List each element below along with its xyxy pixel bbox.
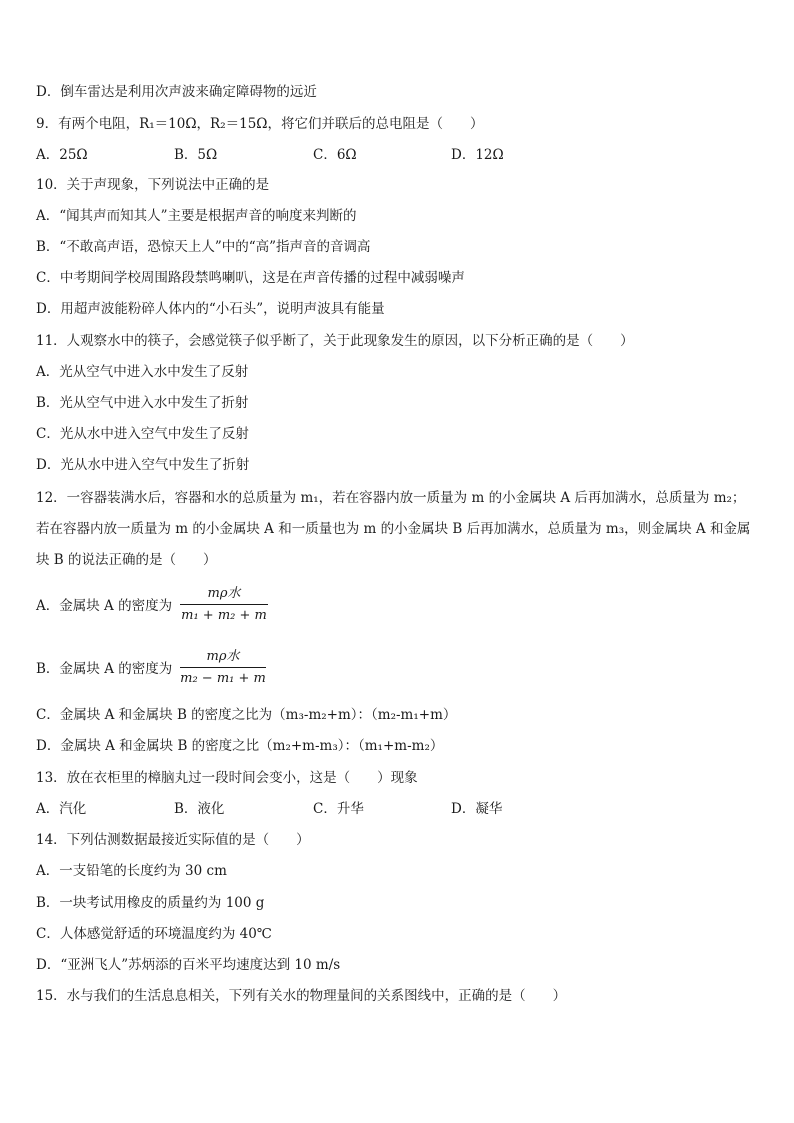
q14-stem: 14．下列估测数据最接近实际值的是（ ） bbox=[36, 832, 310, 848]
q12-option-b-numerator: mρ水 bbox=[206, 649, 240, 664]
q11-option-b: B．光从空气中进入水中发生了折射 bbox=[36, 395, 249, 411]
q9-option-b: B．5Ω bbox=[174, 147, 218, 163]
q12-option-c: C．金属块 A 和金属块 B 的密度之比为（m₃-m₂+m）：（m₂-m₁+m） bbox=[36, 707, 457, 723]
q12-option-b-fraction bbox=[180, 648, 266, 688]
q12-stem-line-2: 若在容器内放一质量为 m 的小金属块 A 和一质量也为 m 的小金属块 B 后再加满水，总质量为 m₃，则金属块 A 和金属 bbox=[36, 521, 751, 537]
q12-option-b-denominator: m₂ − m₁ + m bbox=[180, 671, 266, 686]
q11-stem: 11．人观察水中的筷子，会感觉筷子似乎断了，关于此现象发生的原因，以下分析正确的是（ ） bbox=[36, 333, 634, 349]
fraction-bar bbox=[180, 604, 268, 605]
q9-options bbox=[36, 145, 736, 165]
q13-option-a: A．汽化 bbox=[36, 801, 87, 817]
q12-stem-line-3: 块 B 的说法正确的是（ ） bbox=[36, 552, 217, 568]
q12-option-a-label: A．金属块 A 的密度为 bbox=[36, 598, 173, 614]
q14-option-a: A．一支铅笔的长度约为 30 cm bbox=[36, 863, 227, 879]
q10-option-c: C．中考期间学校周围路段禁鸣喇叭，这是在声音传播的过程中减弱噪声 bbox=[36, 270, 465, 286]
q9-option-a: A．25Ω bbox=[36, 147, 88, 163]
q10-option-a: A．“闻其声而知其人”主要是根据声音的响度来判断的 bbox=[36, 208, 357, 224]
fraction-bar bbox=[180, 667, 266, 668]
q11-option-c: C．光从水中进入空气中发生了反射 bbox=[36, 426, 249, 442]
q10-option-d: D．用超声波能粉碎人体内的“小石头”，说明声波具有能量 bbox=[36, 301, 385, 317]
q10-stem: 10．关于声现象，下列说法中正确的是 bbox=[36, 177, 270, 193]
q9-option-d: D．12Ω bbox=[451, 147, 504, 163]
q11-option-d: D．光从水中进入空气中发生了折射 bbox=[36, 457, 250, 473]
q14-option-c: C．人体感觉舒适的环境温度约为 40℃ bbox=[36, 926, 272, 942]
q15-stem: 15．水与我们的生活息息相关，下列有关水的物理量间的关系图线中，正确的是（ ） bbox=[36, 988, 567, 1004]
q13-stem: 13．放在衣柜里的樟脑丸过一段时间会变小，这是（ ）现象 bbox=[36, 770, 418, 786]
q12-stem-line-1: 12．一容器装满水后，容器和水的总质量为 m₁，若在容器内放一质量为 m 的小金属块 A 后再加满水，总质量为 m₂； bbox=[36, 490, 746, 506]
q13-option-d: D．凝华 bbox=[451, 801, 503, 817]
q12-option-a bbox=[36, 585, 436, 629]
q12-option-a-denominator: m₁ + m₂ + m bbox=[181, 608, 267, 623]
q12-option-a-fraction bbox=[180, 585, 268, 625]
q12-option-d: D．金属块 A 和金属块 B 的密度之比（m₂+m-m₃）：（m₁+m-m₂） bbox=[36, 738, 444, 754]
q8-option-d: D．倒车雷达是利用次声波来确定障碍物的远近 bbox=[36, 84, 317, 100]
q13-option-c: C．升华 bbox=[313, 801, 364, 817]
q14-option-d: D．“亚洲飞人”苏炳添的百米平均速度达到 10 m/s bbox=[36, 957, 341, 973]
q12-option-a-numerator: mρ水 bbox=[207, 586, 241, 601]
q14-option-b: B．一块考试用橡皮的质量约为 100 g bbox=[36, 895, 265, 911]
q9-stem: 9．有两个电阻，R₁＝10Ω，R₂＝15Ω，将它们并联后的总电阻是（ ） bbox=[36, 116, 484, 132]
q10-option-b: B．“不敢高声语，恐惊天上人”中的“高”指声音的音调高 bbox=[36, 239, 371, 255]
q11-option-a: A．光从空气中进入水中发生了反射 bbox=[36, 364, 249, 380]
q12-option-b bbox=[36, 648, 436, 692]
q12-option-b-label: B．金属块 A 的密度为 bbox=[36, 661, 173, 677]
q13-options bbox=[36, 799, 736, 819]
q9-option-c: C．6Ω bbox=[313, 147, 357, 163]
q13-option-b: B．液化 bbox=[174, 801, 225, 817]
